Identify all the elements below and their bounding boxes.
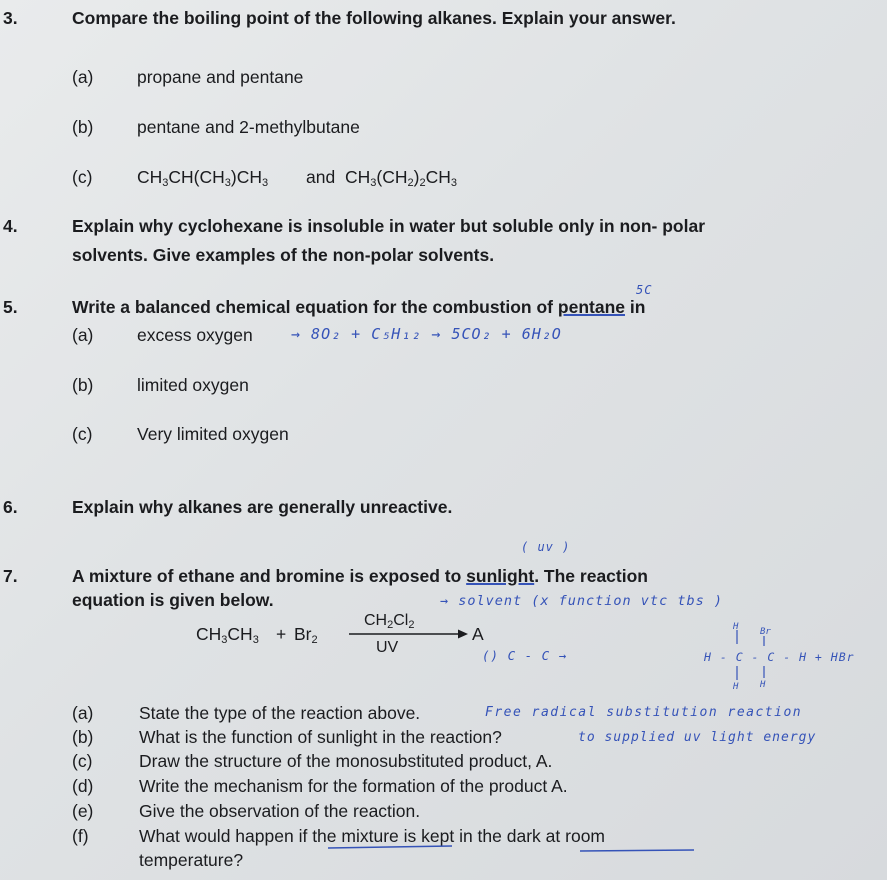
q5-c-text: Very limited oxygen xyxy=(137,424,289,444)
q7-e-label: (e) xyxy=(72,801,94,821)
handwritten-answer-a: Free radical substitution reaction xyxy=(485,705,803,720)
q5-a-text: excess oxygen xyxy=(137,325,253,345)
question-4-number: 4. xyxy=(3,216,18,236)
q7-text-after: . The reaction xyxy=(534,566,648,586)
svg-text:H: H xyxy=(760,680,766,690)
handwritten-structure: H - C - C - H + HBr xyxy=(704,650,855,664)
q7-underlined-sunlight: sunlight xyxy=(466,566,535,586)
q7-f-text-before: What would happen xyxy=(139,826,294,846)
question-6-number: 6. xyxy=(3,497,18,517)
q7-d-label: (d) xyxy=(72,776,94,796)
q3-a-text: propane and pentane xyxy=(137,67,304,87)
reaction-plus: + xyxy=(276,624,287,644)
q3-c-formula-2: $CH_3(CH_2)_2CH_3$ xyxy=(345,167,457,189)
q5-text-after: in xyxy=(625,297,646,317)
q3-b-text: pentane and 2-methylbutane xyxy=(137,117,360,137)
svg-text:H: H xyxy=(733,622,739,632)
handwritten-answer-b: to supplied uv light energy xyxy=(578,730,817,745)
arrow-condition-uv: UV xyxy=(376,639,399,656)
arrow-condition-solvent: $CH_2Cl_2$ xyxy=(364,612,415,631)
handwritten-uv-note: ( uv ) xyxy=(521,540,571,554)
reaction-arrow-head xyxy=(458,630,468,639)
q7-f-underlined-1: if the mixture is xyxy=(298,826,417,846)
reactant-bromine: $Br_2$ xyxy=(294,624,318,646)
question-6-text: Explain why alkanes are generally unreactive. xyxy=(72,497,453,517)
q5-a-label: (a) xyxy=(72,325,94,345)
q7-c-label: (c) xyxy=(72,751,93,771)
q7-e-text: Give the observation of the reaction. xyxy=(139,801,421,821)
q7-d-text: Write the mechanism for the formation of the product A. xyxy=(139,776,568,796)
q3-c-and: and xyxy=(306,167,336,187)
q7-f-line-2: temperature? xyxy=(139,850,244,870)
q3-c-formula-1: $CH_3CH(CH_3)CH_3$ xyxy=(137,167,269,189)
q7-text-before: A mixture of ethane and bromine is exposed to xyxy=(72,566,462,586)
handwritten-underline-mixture xyxy=(328,846,452,848)
svg-text:Br: Br xyxy=(760,627,771,637)
question-3-text: Compare the boiling point of the following alkanes. Explain your answer. xyxy=(72,8,676,28)
q7-f-underlined-2: dark at room xyxy=(506,826,605,846)
question-7-number: 7. xyxy=(3,566,18,586)
q5-b-label: (b) xyxy=(72,375,94,395)
question-4-line-1: Explain why cyclohexane is insoluble in water but soluble only in non- polar xyxy=(72,216,706,236)
q7-b-label: (b) xyxy=(72,727,94,747)
question-4-line-2: solvents. Give examples of the non-polar solvents. xyxy=(72,245,495,265)
q5-underlined-pentane: pentane xyxy=(557,297,625,317)
q5-c-label: (c) xyxy=(72,424,93,444)
handwritten-solvent-note: → solvent (x function vtc tbs ) xyxy=(440,593,723,609)
product-a: A xyxy=(472,624,484,644)
handwritten-structure-bonds xyxy=(737,630,764,680)
handwritten-5c-note: 5C xyxy=(636,283,653,297)
q7-f-text xyxy=(139,826,605,846)
q7-c-text: Draw the structure of the monosubstituted product, A. xyxy=(139,751,553,771)
q5-text-before: Write a balanced chemical equation for the combustion of xyxy=(72,297,554,317)
q7-a-text: State the type of the reaction above. xyxy=(139,703,421,723)
handwritten-combustion-equation: → 8O₂ + C₅H₁₂ → 5CO₂ + 6H₂O xyxy=(291,325,562,343)
reactant-ethane: $CH_3CH_3$ xyxy=(196,624,259,646)
handwritten-underline-dark xyxy=(580,850,694,851)
q5-b-text: limited oxygen xyxy=(137,375,249,395)
q3-a-label: (a) xyxy=(72,67,94,87)
q3-c-label: (c) xyxy=(72,167,93,187)
q7-f-label: (f) xyxy=(72,826,89,846)
svg-text:H: H xyxy=(733,682,739,692)
q3-b-label: (b) xyxy=(72,117,94,137)
q7-f-text-mid: kept in the xyxy=(416,826,502,846)
handwritten-structure-atoms xyxy=(732,622,771,692)
handwritten-cc-note: () C - C → xyxy=(482,648,568,663)
question-3-number: 3. xyxy=(3,8,18,28)
question-7-line-2: equation is given below. xyxy=(72,590,274,610)
q7-a-label: (a) xyxy=(72,703,94,723)
q7-b-text: What is the function of sunlight in the reaction? xyxy=(139,727,502,747)
question-5-number: 5. xyxy=(3,297,18,317)
